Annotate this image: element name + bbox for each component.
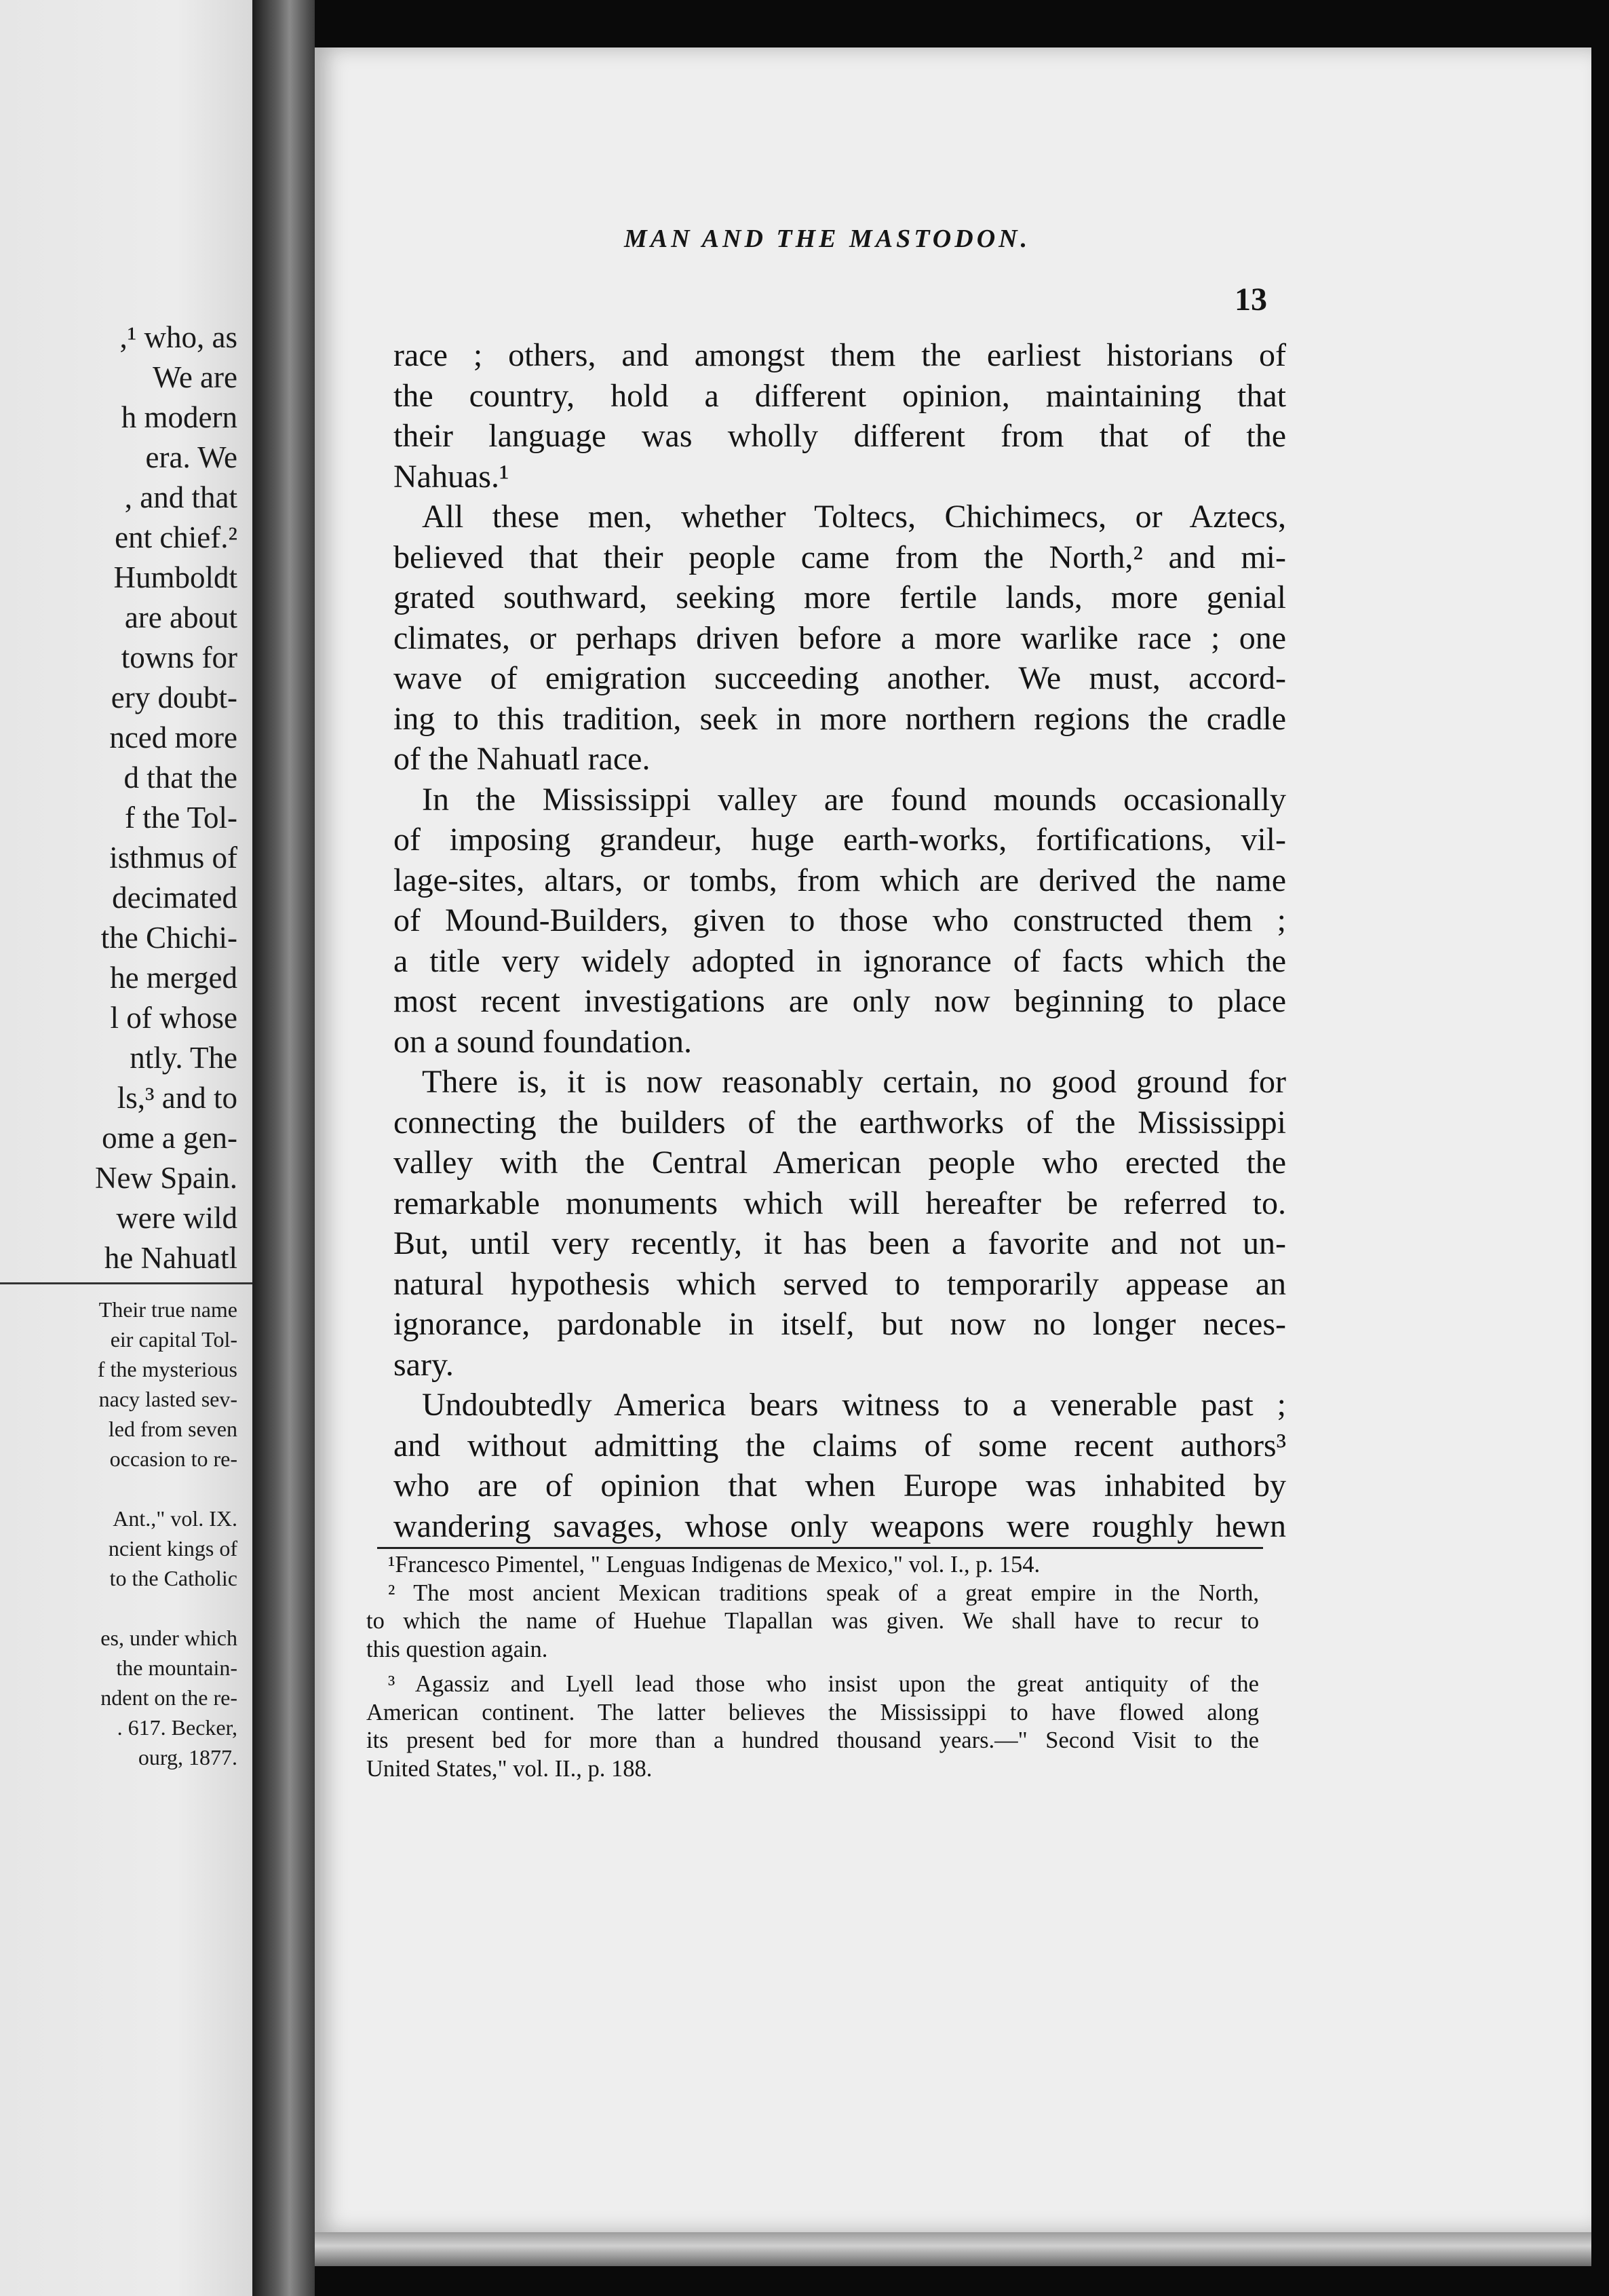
- body-line: wave of emigration succeeding another. We must, accord-: [393, 660, 1286, 696]
- left-page-line: , and that: [124, 480, 237, 514]
- body-line: Undoubtedly America bears witness to a venerable past ;: [422, 1387, 1286, 1423]
- left-page-line: l of whose: [110, 1001, 237, 1035]
- left-footnote-rule: [0, 1282, 252, 1284]
- left-page-line: Humboldt: [113, 560, 237, 594]
- page-bottom-edge: [315, 2232, 1591, 2266]
- left-page-line: We are: [152, 360, 237, 394]
- body-line: of the Nahuatl race.: [393, 741, 651, 777]
- footnote-1: [366, 1551, 1259, 1580]
- left-page-footnote-line: Ant.," vol. IX.: [113, 1506, 237, 1531]
- body-line: grated southward, seeking more fertile lands, more genial: [393, 579, 1286, 615]
- footnote-line: ¹Francesco Pimentel, " Lenguas Indigenas de Mexico," vol. I., p. 154.: [388, 1552, 1041, 1577]
- left-page-line: decimated: [112, 881, 237, 915]
- left-page-footnote-line: eir capital Tol-: [110, 1327, 237, 1352]
- body-line: of imposing grandeur, huge earth-works, fortifications, vil-: [393, 822, 1286, 858]
- left-page-footnote-line: f the mysterious: [97, 1357, 237, 1381]
- left-page-footnote-line: es, under which: [100, 1626, 237, 1650]
- left-page-footnote-line: Their true name: [98, 1297, 237, 1322]
- footnote-line: this question again.: [366, 1636, 548, 1662]
- left-page-footnote-line: led from seven: [108, 1417, 237, 1441]
- body-line: natural hypothesis which served to temporarily appease an: [393, 1265, 1286, 1302]
- body-line: ignorance, pardonable in itself, but now no longer neces-: [393, 1306, 1286, 1342]
- footnote-line: ² The most ancient Mexican traditions speak of a great empire in the North,: [388, 1580, 1259, 1606]
- left-page-line: era. We: [145, 440, 237, 474]
- paragraph: [393, 1385, 1286, 1546]
- body-line: sary.: [393, 1346, 454, 1383]
- book-gutter: [252, 0, 315, 2296]
- body-line: wandering savages, whose only weapons were roughly hewn: [393, 1508, 1286, 1544]
- body-line: But, until very recently, it has been a favorite and not un-: [393, 1225, 1286, 1261]
- footnote-2: [366, 1580, 1259, 1664]
- left-page-line: d that the: [123, 761, 237, 795]
- left-page-footnote-line: nacy lasted sev-: [98, 1387, 237, 1411]
- body-line: the country, hold a different opinion, maintaining that: [393, 377, 1286, 414]
- footnote-rule: [377, 1547, 1263, 1549]
- body-line: remarkable monuments which will hereafter be referred to.: [393, 1185, 1286, 1221]
- body-line: a title very widely adopted in ignorance of facts which the: [393, 942, 1286, 979]
- left-page-line: f the Tol-: [125, 801, 237, 835]
- body-line: their language was wholly different from that of the: [393, 418, 1286, 454]
- body-line: All these men, whether Toltecs, Chichimecs, or Aztecs,: [422, 499, 1286, 535]
- running-head: MAN AND THE MASTODON.: [624, 225, 1031, 253]
- page-number: 13: [1235, 282, 1267, 318]
- paragraph: [393, 497, 1286, 780]
- left-page-line: the Chichi-: [100, 921, 237, 955]
- body-line: climates, or perhaps driven before a more warlike race ; one: [393, 619, 1286, 656]
- left-page-line: ome a gen-: [102, 1121, 237, 1155]
- left-page-footnote-line: ourg, 1877.: [138, 1745, 237, 1769]
- paragraph: [393, 1062, 1286, 1385]
- left-page-line: nced more: [109, 721, 237, 754]
- left-page-line: h modern: [121, 400, 237, 434]
- left-page-line: isthmus of: [109, 841, 237, 875]
- paragraph: [393, 780, 1286, 1063]
- left-page-footnote-line: ncient kings of: [108, 1536, 237, 1561]
- body-line: ing to this tradition, seek in more northern regions the cradle: [393, 700, 1286, 737]
- body-line: most recent investigations are only now beginning to place: [393, 983, 1286, 1019]
- body-line: connecting the builders of the earthworks of the Mississippi: [393, 1104, 1286, 1141]
- left-page-footnote-line: ndent on the re-: [100, 1685, 237, 1710]
- left-page-line: New Spain.: [95, 1161, 237, 1195]
- body-line: believed that their people came from the North,² and mi-: [393, 539, 1286, 575]
- left-page-line: he merged: [110, 961, 237, 995]
- body-line: on a sound foundation.: [393, 1023, 692, 1060]
- left-page-footnote-line: occasion to re-: [109, 1447, 237, 1471]
- left-page-line: he Nahuatl: [104, 1241, 237, 1275]
- left-page-line: ,¹ who, as: [119, 320, 237, 354]
- left-page-line: ls,³ and to: [117, 1081, 237, 1115]
- left-page-line: are about: [124, 600, 237, 634]
- footnote-line: American continent. The latter believes the Mississippi to have flowed along: [366, 1699, 1259, 1725]
- left-page-body: [0, 318, 237, 1278]
- body-line: valley with the Central American people who erected the: [393, 1145, 1286, 1181]
- left-page-line: ntly. The: [130, 1041, 237, 1075]
- left-page-footnote-line: to the Catholic: [109, 1566, 237, 1590]
- body-line: lage-sites, altars, or tombs, from which are derived the name: [393, 862, 1286, 898]
- footnote-line: to which the name of Huehue Tlapallan was given. We shall have to recur to: [366, 1608, 1259, 1634]
- left-page-line: were wild: [116, 1201, 237, 1235]
- left-page-footnotes: [0, 1295, 237, 1772]
- body-text: [393, 335, 1286, 1546]
- body-line: and without admitting the claims of some recent authors³: [393, 1427, 1286, 1463]
- body-line: In the Mississippi valley are found mounds occasionally: [422, 781, 1286, 818]
- left-page-fragment: [0, 0, 252, 2296]
- body-line: race ; others, and amongst them the earliest historians of: [393, 337, 1286, 373]
- left-page-line: ery doubt-: [111, 681, 237, 714]
- left-page-footnote-line: the mountain-: [116, 1656, 237, 1680]
- body-line: There is, it is now reasonably certain, no good ground for: [422, 1064, 1286, 1100]
- body-line: Nahuas.¹: [393, 458, 509, 495]
- paragraph: [393, 335, 1286, 497]
- left-page-footnote-line: . 617. Becker,: [117, 1715, 237, 1740]
- footnote-3: [366, 1670, 1259, 1783]
- footnote-line: United States," vol. II., p. 188.: [366, 1755, 653, 1782]
- footnote-line: its present bed for more than a hundred thousand years.—" Second Visit to the: [366, 1727, 1259, 1753]
- body-line: who are of opinion that when Europe was inhabited by: [393, 1468, 1286, 1504]
- footnote-line: ³ Agassiz and Lyell lead those who insist upon the great antiquity of the: [388, 1671, 1259, 1697]
- left-page-line: towns for: [121, 640, 237, 674]
- footnotes: [366, 1551, 1259, 1783]
- body-line: of Mound-Builders, given to those who constructed them ;: [393, 902, 1286, 938]
- left-page-line: ent chief.²: [115, 520, 237, 554]
